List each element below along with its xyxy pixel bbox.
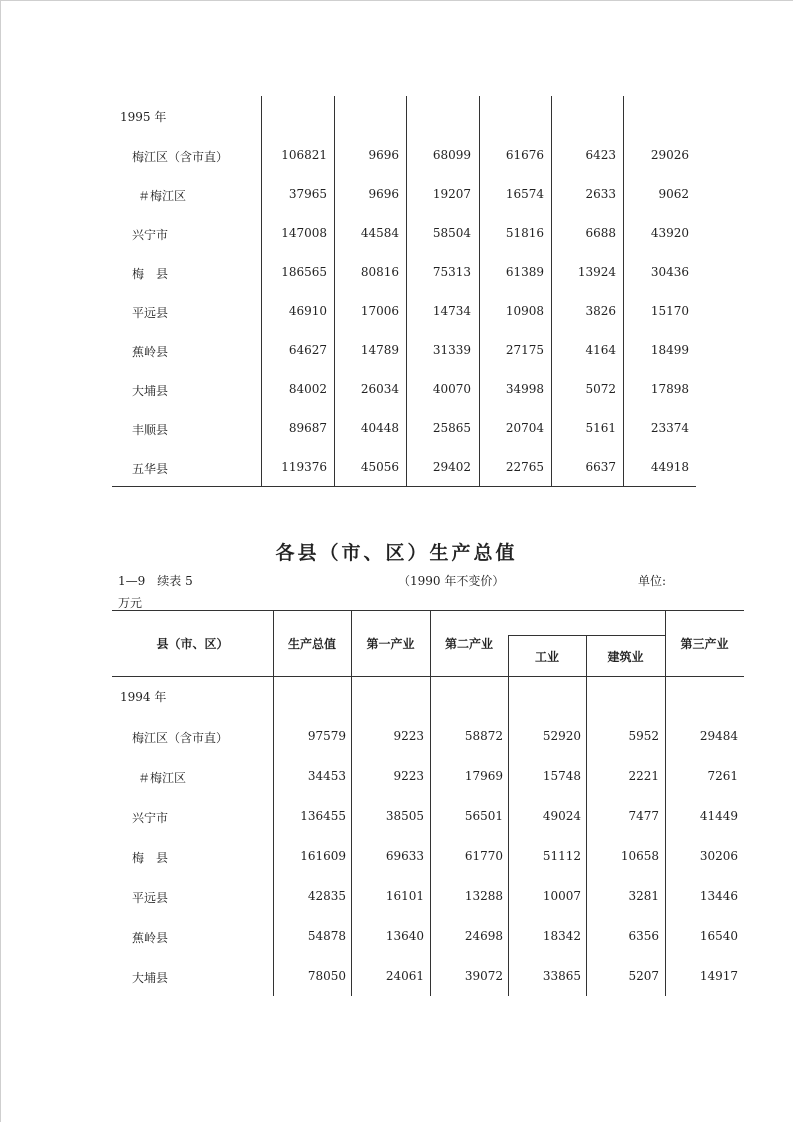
table-row	[112, 187, 696, 207]
tertiary-value: 18499	[650, 343, 689, 357]
table-row	[112, 969, 744, 989]
table-row	[112, 809, 744, 829]
gdp-value: 97579	[307, 729, 346, 743]
industry-value: 10007	[542, 889, 581, 903]
primary-value: 69633	[385, 849, 424, 863]
industry-value: 18342	[542, 929, 581, 943]
region-name: 兴宁市	[132, 811, 169, 825]
header-region: 县（市、区）	[156, 637, 229, 651]
secondary-value: 56501	[464, 809, 503, 823]
industry-value: 20704	[505, 421, 544, 435]
gdp-value: 106821	[281, 148, 327, 162]
region-name: 大埔县	[132, 971, 169, 985]
secondary-value: 14734	[432, 304, 471, 318]
table-row	[112, 148, 696, 168]
region-name: 兴宁市	[132, 228, 169, 242]
primary-value: 9223	[393, 729, 424, 743]
region-name: 梅 县	[132, 267, 169, 281]
lower-table	[112, 610, 744, 996]
industry-value: 34998	[505, 382, 544, 396]
tertiary-value: 41449	[699, 809, 738, 823]
construction-value: 6356	[628, 929, 659, 943]
tertiary-value: 30206	[699, 849, 738, 863]
secondary-value: 29402	[432, 460, 471, 474]
header-industry: 工业	[534, 650, 559, 664]
region-name: 梅 县	[132, 851, 169, 865]
primary-value: 24061	[385, 969, 424, 983]
table-row	[112, 421, 696, 441]
gdp-value: 186565	[281, 265, 327, 279]
construction-value: 5161	[585, 421, 616, 435]
region-name: ＃梅江区	[138, 771, 187, 785]
industry-value: 33865	[542, 969, 581, 983]
construction-value: 10658	[620, 849, 659, 863]
region-name: 丰顺县	[132, 423, 169, 437]
tertiary-value: 17898	[650, 382, 689, 396]
gdp-value: 147008	[281, 226, 327, 240]
construction-value: 13924	[577, 265, 616, 279]
region-name: 蕉岭县	[132, 345, 169, 359]
secondary-value: 58872	[464, 729, 503, 743]
secondary-value: 17969	[464, 769, 503, 783]
tertiary-value: 29484	[699, 729, 738, 743]
construction-value: 2221	[628, 769, 659, 783]
tertiary-value: 15170	[650, 304, 689, 318]
industry-value: 15748	[542, 769, 581, 783]
secondary-value: 40070	[432, 382, 471, 396]
table-number: 1—9 续表 5	[118, 574, 193, 588]
tertiary-value: 30436	[650, 265, 689, 279]
upper-table	[112, 96, 696, 487]
primary-value: 14789	[360, 343, 399, 357]
industry-value: 51816	[505, 226, 544, 240]
industry-value: 10908	[505, 304, 544, 318]
primary-value: 17006	[360, 304, 399, 318]
primary-value: 9696	[368, 187, 399, 201]
secondary-value: 61770	[464, 849, 503, 863]
table-row	[112, 729, 744, 749]
construction-value: 6423	[585, 148, 616, 162]
secondary-value: 13288	[464, 889, 503, 903]
table-row	[112, 382, 696, 402]
region-name: 平远县	[132, 306, 169, 320]
region-name: 蕉岭县	[132, 931, 169, 945]
price-basis-note: （1990 年不变价）	[398, 574, 505, 588]
primary-value: 9696	[368, 148, 399, 162]
industry-value: 51112	[542, 849, 581, 863]
construction-value: 7477	[628, 809, 659, 823]
tertiary-value: 23374	[650, 421, 689, 435]
region-name: 五华县	[132, 462, 169, 476]
industry-value: 22765	[505, 460, 544, 474]
tertiary-value: 9062	[658, 187, 689, 201]
header-bottom-rule	[112, 676, 744, 677]
construction-value: 6688	[585, 226, 616, 240]
construction-value: 5072	[585, 382, 616, 396]
table-row	[112, 849, 744, 869]
table-row	[112, 265, 696, 285]
tertiary-value: 16540	[699, 929, 738, 943]
table-title: 各县（市、区）生产总值	[275, 542, 518, 564]
region-name: 平远县	[132, 891, 169, 905]
construction-value: 2633	[585, 187, 616, 201]
table-bottom-rule	[112, 486, 696, 487]
primary-value: 80816	[360, 265, 399, 279]
unit-label: 单位:	[638, 574, 667, 588]
secondary-value: 31339	[432, 343, 471, 357]
tertiary-value: 13446	[699, 889, 738, 903]
gdp-value: 37965	[288, 187, 327, 201]
secondary-value: 75313	[432, 265, 471, 279]
construction-value: 5952	[628, 729, 659, 743]
gdp-value: 46910	[288, 304, 327, 318]
unit-value: 万元	[118, 596, 143, 610]
secondary-value: 24698	[464, 929, 503, 943]
table-row	[112, 304, 696, 324]
secondary-value: 58504	[432, 226, 471, 240]
year-label: 1994 年	[120, 690, 167, 704]
header-primary: 第一产业	[366, 637, 415, 651]
gdp-value: 34453	[307, 769, 346, 783]
table-row	[112, 929, 744, 949]
table-top-rule	[112, 610, 744, 611]
secondary-value: 68099	[432, 148, 471, 162]
construction-value: 6637	[585, 460, 616, 474]
header-tertiary: 第三产业	[680, 637, 729, 651]
gdp-value: 161609	[300, 849, 346, 863]
industry-value: 61676	[505, 148, 544, 162]
construction-value: 5207	[628, 969, 659, 983]
primary-value: 44584	[360, 226, 399, 240]
table-row	[112, 769, 744, 789]
industry-value: 49024	[542, 809, 581, 823]
gdp-value: 42835	[307, 889, 346, 903]
construction-value: 4164	[585, 343, 616, 357]
year-label: 1995 年	[120, 110, 167, 124]
table-row	[112, 889, 744, 909]
gdp-value: 119376	[281, 460, 327, 474]
industry-value: 16574	[505, 187, 544, 201]
primary-value: 13640	[385, 929, 424, 943]
construction-value: 3826	[585, 304, 616, 318]
primary-value: 16101	[385, 889, 424, 903]
tertiary-value: 44918	[650, 460, 689, 474]
industry-value: 27175	[505, 343, 544, 357]
secondary-value: 25865	[432, 421, 471, 435]
industry-value: 52920	[542, 729, 581, 743]
table-row	[112, 226, 696, 246]
page-border-top	[0, 0, 793, 1]
tertiary-value: 29026	[650, 148, 689, 162]
primary-value: 26034	[360, 382, 399, 396]
region-name: 梅江区（含市直）	[132, 150, 229, 164]
header-gdp: 生产总值	[287, 637, 336, 651]
gdp-value: 78050	[307, 969, 346, 983]
header-secondary: 第二产业	[444, 637, 493, 651]
tertiary-value: 43920	[650, 226, 689, 240]
primary-value: 40448	[360, 421, 399, 435]
region-name: ＃梅江区	[138, 189, 187, 203]
industry-value: 61389	[505, 265, 544, 279]
header-construction: 建筑业	[607, 650, 644, 664]
secondary-value: 19207	[432, 187, 471, 201]
tertiary-value: 7261	[707, 769, 738, 783]
table-row	[112, 460, 696, 480]
region-name: 梅江区（含市直）	[132, 731, 229, 745]
construction-value: 3281	[628, 889, 659, 903]
region-name: 大埔县	[132, 384, 169, 398]
gdp-value: 54878	[307, 929, 346, 943]
table-row	[112, 343, 696, 363]
primary-value: 38505	[385, 809, 424, 823]
primary-value: 9223	[393, 769, 424, 783]
gdp-value: 136455	[300, 809, 346, 823]
primary-value: 45056	[360, 460, 399, 474]
tertiary-value: 14917	[699, 969, 738, 983]
gdp-value: 89687	[288, 421, 327, 435]
gdp-value: 64627	[288, 343, 327, 357]
gdp-value: 84002	[288, 382, 327, 396]
secondary-value: 39072	[464, 969, 503, 983]
